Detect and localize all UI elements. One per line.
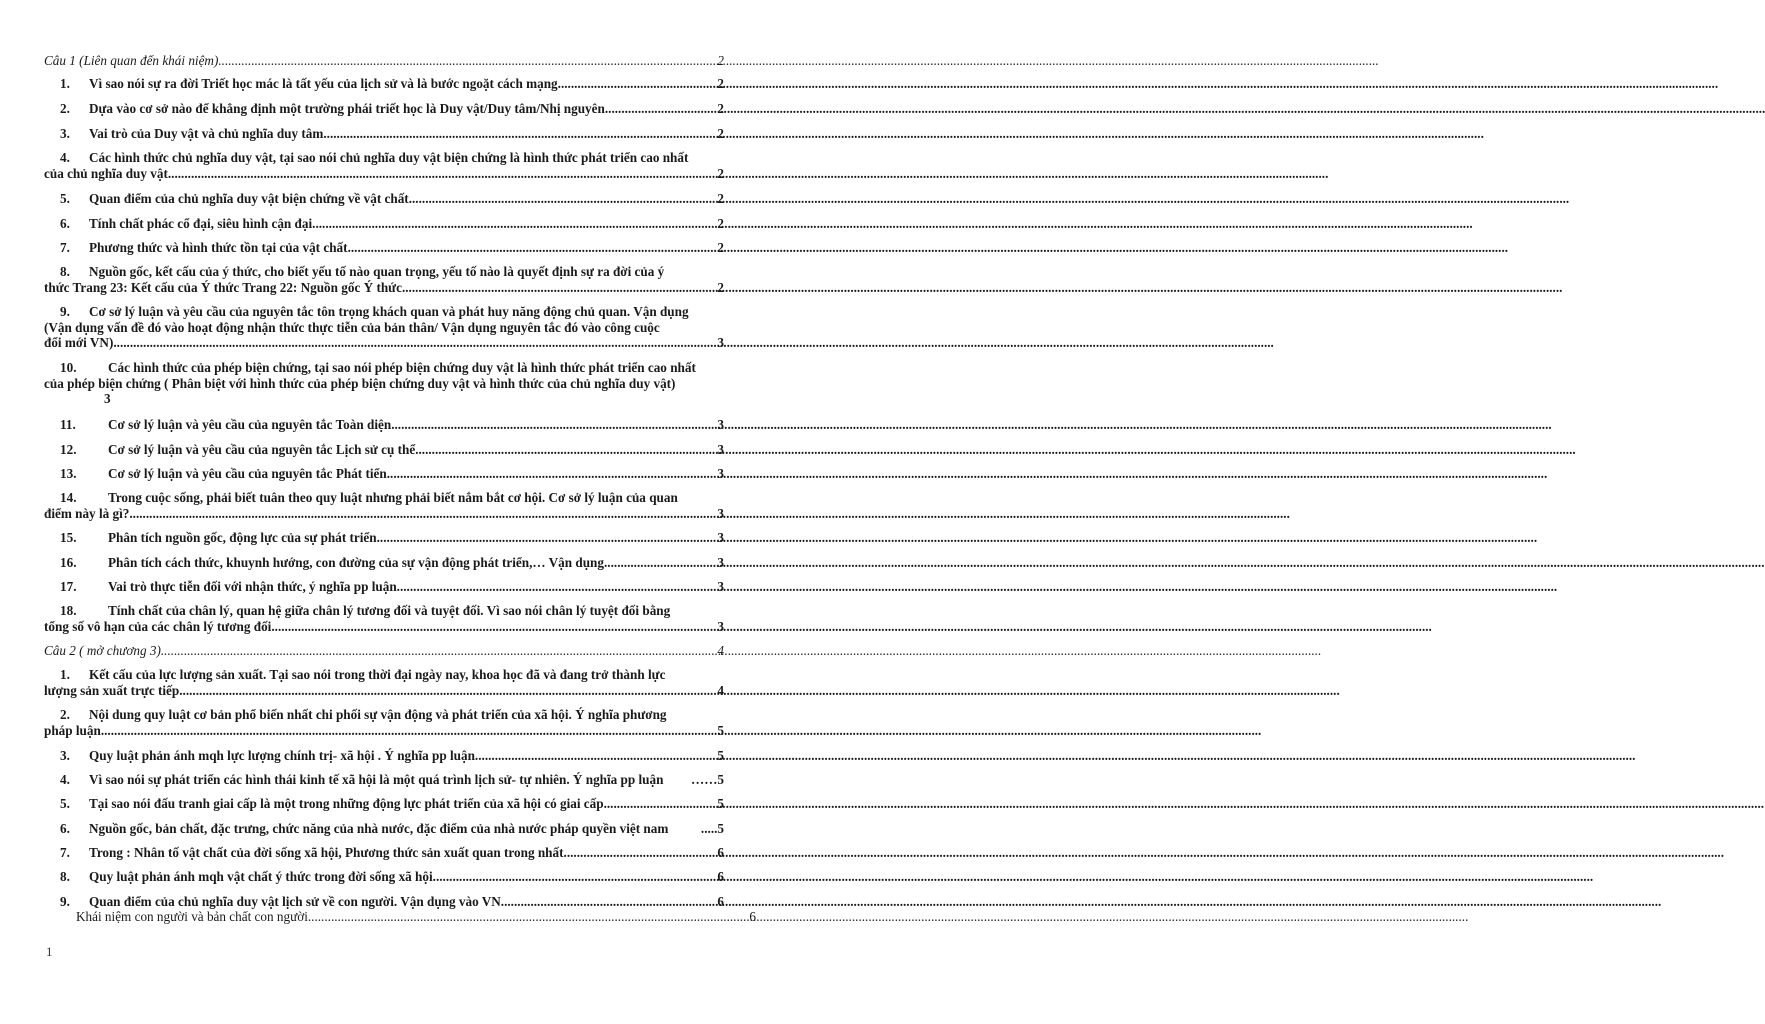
toc-entry-number: 8. xyxy=(60,869,70,884)
toc-entry-text: Các hình thức chủ nghĩa duy vật, tại sao nói chủ nghĩa duy vật biện chứng là hình thức phát triển cao nhất xyxy=(89,150,689,165)
toc-entry-number: 5. xyxy=(60,191,70,206)
toc-entry-line xyxy=(44,264,724,280)
toc-entry-number: 13. xyxy=(60,466,77,481)
toc-leader-dots xyxy=(348,240,718,256)
toc-entry-text: Phương thức và hình thức tồn tại của vật chất xyxy=(89,240,348,255)
toc-entry-i15[interactable] xyxy=(44,530,724,546)
toc-entry-text: Vì sao nói sự ra đời Triết học mác là tất yếu của lịch sử và là bước ngoặt cách mạng xyxy=(89,76,558,91)
toc-entry-j2[interactable] xyxy=(44,707,724,738)
toc-entry-page: 5 xyxy=(717,722,724,738)
toc-leader-dots xyxy=(323,126,717,142)
toc-entry-text: Nguồn gốc, bản chất, đặc trưng, chức năng của nhà nước, đặc điểm của nhà nước pháp quyền việt nam xyxy=(89,821,669,836)
toc-leader-dots xyxy=(387,466,718,482)
toc-entry-page: 2 xyxy=(717,216,724,231)
toc-entry-c2[interactable] xyxy=(44,643,724,659)
toc-entry-page: 2 xyxy=(717,165,724,181)
toc-entry-number: 6. xyxy=(60,821,70,836)
toc-entry-page: 3 xyxy=(717,505,724,521)
toc-entry-text: Cơ sở lý luận và yêu cầu của nguyên tắc Phát tiển xyxy=(108,466,387,481)
toc-leader-dots xyxy=(604,796,718,812)
toc-entry-number: 9. xyxy=(60,304,70,319)
toc-entry-text: Khái niệm con người và bản chất con người xyxy=(76,909,308,924)
toc-entry-text: Quan điểm của chủ nghĩa duy vật lịch sử về con người. Vận dụng vào VN xyxy=(89,894,501,909)
toc-entry-text: Phân tích nguồn gốc, động lực của sự phát triển xyxy=(108,530,377,545)
toc-entry-i3[interactable] xyxy=(44,126,724,142)
toc-entry-text: Cơ sở lý luận và yêu cầu của nguyên tắc Toàn diện xyxy=(108,417,392,432)
toc-entry-number: 4. xyxy=(60,772,70,787)
document-page xyxy=(0,0,768,1024)
toc-entry-page: 6 xyxy=(749,909,756,924)
toc-entry-number: 2. xyxy=(60,707,70,722)
toc-entry-i16[interactable] xyxy=(44,555,724,571)
toc-entry-number: 3. xyxy=(60,126,70,141)
toc-entry-text: của phép biện chứng ( Phân biệt với hình thức của phép biện chứng duy vật và hình thức của chủ nghĩa duy vật) xyxy=(44,375,676,391)
toc-entry-text: Câu 2 ( mở chương 3) xyxy=(44,643,161,658)
toc-entry-number: 11. xyxy=(60,417,76,432)
toc-leader-dots xyxy=(415,442,717,458)
toc-entry-line xyxy=(44,376,724,392)
toc-entry-page: 5 xyxy=(717,748,724,763)
toc-entry-number: 14. xyxy=(60,490,77,505)
toc-entry-text: Vì sao nói sự phát triển các hình thái kinh tế xã hội là một quá trình lịch sử- tự nhiên. Ý nghĩa pp luận xyxy=(89,772,664,787)
toc-leader-dots xyxy=(377,530,718,546)
toc-entry-page: 2 xyxy=(717,191,724,206)
toc-entry-page: 2 xyxy=(717,76,724,91)
toc-leader-dots xyxy=(391,417,717,433)
toc-leader-dots xyxy=(397,579,718,595)
toc-entry-i2[interactable] xyxy=(44,101,724,117)
toc-leader-dots xyxy=(161,643,718,659)
toc-entry-text: Nguồn gốc, kết cấu của ý thức, cho biết yếu tố nào quan trọng, yếu tố nào là quyết định sự ra đời của ý xyxy=(89,264,665,279)
toc-entry-page: 3 xyxy=(104,391,111,407)
toc-entry-page: 5 xyxy=(717,772,724,787)
toc-entry-i14[interactable] xyxy=(44,490,724,521)
toc-entry-text: đổi mới VN) xyxy=(44,335,114,351)
toc-entry-i7[interactable] xyxy=(44,240,724,256)
toc-leader-dots xyxy=(402,280,717,296)
toc-entry-page: 6 xyxy=(717,894,724,909)
toc-entry-number: 2. xyxy=(60,101,70,116)
toc-leader-dots xyxy=(312,216,717,232)
toc-entry-number: 6. xyxy=(60,216,70,231)
toc-entry-i12[interactable] xyxy=(44,442,724,458)
toc-leader-dots xyxy=(605,101,718,117)
toc-entry-number: 15. xyxy=(60,530,77,545)
toc-entry-text: Vai trò của Duy vật và chủ nghĩa duy tâm xyxy=(89,126,324,141)
toc-entry-i13[interactable] xyxy=(44,466,724,482)
toc-entry-text: tổng số vô hạn của các chân lý tương đối xyxy=(44,618,272,634)
toc-entry-i18[interactable] xyxy=(44,603,724,634)
toc-entry-text: Nội dung quy luật cơ bản phổ biến nhất chi phối sự vận động và phát triển của xã hội. Ý nghĩa phương xyxy=(89,707,667,722)
toc-entry-line xyxy=(44,667,724,683)
toc-entry-text: của chủ nghĩa duy vật xyxy=(44,165,168,181)
toc-entry-text: Vai trò thực tiễn đối với nhận thức, ý nghĩa pp luận xyxy=(108,579,397,594)
toc-entry-i8[interactable] xyxy=(44,264,724,295)
toc-entry-line xyxy=(44,320,724,336)
toc-entry-i10[interactable] xyxy=(44,360,724,407)
toc-entry-page: 3 xyxy=(717,618,724,634)
toc-leader-dots xyxy=(564,845,718,861)
toc-entry-i5[interactable] xyxy=(44,191,724,207)
toc-leader-dots xyxy=(101,723,718,739)
toc-leader-dots xyxy=(308,909,750,925)
toc-entry-j9[interactable] xyxy=(44,894,724,910)
toc-entry-page: 2 xyxy=(717,279,724,295)
toc-leader-dots xyxy=(271,619,717,635)
toc-entry-text: Cơ sở lý luận và yêu cầu của nguyên tắc Lịch sử cụ thể xyxy=(108,442,416,457)
toc-entry-number: 7. xyxy=(60,845,70,860)
toc-entry-i4[interactable] xyxy=(44,150,724,181)
toc-entry-j5[interactable] xyxy=(44,796,724,812)
toc-entry-number: 7. xyxy=(60,240,70,255)
toc-entry-number: 16. xyxy=(60,555,77,570)
toc-entry-number: 17. xyxy=(60,579,77,594)
toc-entry-page: 5 xyxy=(717,821,724,836)
toc-leader-dots: …… xyxy=(691,772,718,787)
toc-entry-line xyxy=(44,603,724,619)
toc-entry-number: 9. xyxy=(60,894,70,909)
toc-entry-text: Quy luật phản ánh mqh vật chất ý thức trong đời sống xã hội xyxy=(89,869,433,884)
toc-entry-text: Cơ sở lý luận và yêu cầu của nguyên tắc tôn trọng khách quan và phát huy năng động chủ quan. Vận dụng xyxy=(89,304,689,319)
toc-entry-text: Tính chất của chân lý, quan hệ giữa chân lý tương đối và tuyệt đối. Vì sao nói chân lý tuyệt đối bằng xyxy=(108,603,671,618)
toc-entry-i6[interactable] xyxy=(44,216,724,232)
toc-entry-text: Tại sao nói đấu tranh giai cấp là một trong những động lực phát triển của xã hội có giai cấp xyxy=(89,796,604,811)
toc-entry-j7[interactable] xyxy=(44,845,724,861)
toc-entry-page: 6 xyxy=(717,845,724,860)
toc-entry-number: 8. xyxy=(60,264,70,279)
toc-entry-text: Các hình thức của phép biện chứng, tại sao nói phép biện chứng duy vật là hình thức phát triển cao nhất xyxy=(108,360,696,375)
toc-entry-text: điểm này là gì? xyxy=(44,505,130,521)
toc-entry-c1[interactable] xyxy=(44,53,724,69)
toc-entry-page: 3 xyxy=(717,442,724,457)
toc-entry-page: 3 xyxy=(717,466,724,481)
toc-entry-text: Trong cuộc sống, phải biết tuân theo quy luật nhưng phải biết nắm bắt cơ hội. Cơ sở lý luận của quan xyxy=(108,490,678,505)
toc-entry-text: Câu 1 (Liên quan đến khái niệm) xyxy=(44,53,219,68)
toc-leader-dots xyxy=(604,555,717,571)
toc-entry-number: 18. xyxy=(60,603,77,618)
toc-entry-line xyxy=(44,707,724,723)
toc-entry-j3[interactable] xyxy=(44,748,724,764)
toc-leader-dots xyxy=(113,335,717,351)
toc-entry-number: 5. xyxy=(60,796,70,811)
toc-entry-text: pháp luận xyxy=(44,722,101,738)
toc-leader-dots xyxy=(433,869,718,885)
toc-entry-page: 3 xyxy=(717,417,724,432)
toc-entry-number: 12. xyxy=(60,442,77,457)
toc-entry-line xyxy=(44,150,724,166)
toc-leader-dots xyxy=(218,53,717,69)
toc-entry-page: 3 xyxy=(717,335,724,351)
toc-entry-i9[interactable] xyxy=(44,304,724,351)
toc-entry-page: 3 xyxy=(717,579,724,594)
toc-entry-line xyxy=(44,360,724,376)
toc-entry-page: 2 xyxy=(717,101,724,116)
toc-leader-dots xyxy=(475,748,717,764)
toc-entry-text: Kết cấu của lực lượng sản xuất. Tại sao nói trong thời đại ngày nay, khoa học đã và đang trở thành lực xyxy=(89,667,666,682)
toc-entry-page: 3 xyxy=(717,555,724,570)
toc-entry-page: 5 xyxy=(717,796,724,811)
toc-entry-i17[interactable] xyxy=(44,579,724,595)
toc-leader-dots xyxy=(168,166,718,182)
toc-entry-number: 10. xyxy=(60,360,77,375)
toc-leader-dots xyxy=(409,191,718,207)
toc-entry-j8[interactable] xyxy=(44,869,724,885)
toc-entry-text: lượng sản xuất trực tiếp xyxy=(44,682,180,698)
toc-entry-page: 3 xyxy=(717,530,724,545)
toc-entry-text: Trong : Nhân tố vật chất của đời sống xã hội, Phương thức sản xuất quan trong nhất xyxy=(89,845,564,860)
toc-leader-dots xyxy=(501,894,718,910)
toc-entry-j4[interactable] xyxy=(44,772,724,788)
toc-entry-page: 4 xyxy=(717,682,724,698)
toc-entry-page: 4 xyxy=(717,643,724,658)
toc-entry-number: 1. xyxy=(60,667,70,682)
toc-entry-line xyxy=(44,490,724,506)
toc-entry-page: 6 xyxy=(717,869,724,884)
toc-leader-dots xyxy=(179,683,717,699)
toc-entry-number: 4. xyxy=(60,150,70,165)
toc-leader-dots xyxy=(558,76,718,92)
toc-entry-number: 1. xyxy=(60,76,70,91)
toc-entry-j1[interactable] xyxy=(44,667,724,698)
toc-entry-text: Phân tích cách thức, khuynh hướng, con đường của sự vận động phát triển,… Vận dụng xyxy=(108,555,604,570)
toc-leader-dots xyxy=(129,506,717,522)
toc-entry-i11[interactable] xyxy=(44,417,724,433)
toc-entry-number: 3. xyxy=(60,748,70,763)
toc-entry-page: 2 xyxy=(717,240,724,255)
toc-leader-dots: ..... xyxy=(700,821,718,836)
toc-entry-p1[interactable] xyxy=(44,909,756,925)
toc-entry-text: thức Trang 23: Kết cấu của Ý thức Trang 22: Nguồn gốc Ý thức xyxy=(44,279,402,295)
toc-entry-text: Tính chất phác cổ đại, siêu hình cận đại xyxy=(89,216,313,231)
toc-entry-text: Dựa vào cơ sở nào để khẳng định một trường phái triết học là Duy vật/Duy tâm/Nhị nguyên xyxy=(89,101,605,116)
toc-entry-text: Quan điểm của chủ nghĩa duy vật biện chứng về vật chất xyxy=(89,191,409,206)
toc-entry-text: (Vận dụng vấn đề đó vào hoạt động nhận thức thực tiễn của bản thân/ Vận dụng nguyên tắc đó vào công cuộc xyxy=(44,319,660,335)
toc-entry-line xyxy=(44,304,724,320)
toc-entry-i1[interactable] xyxy=(44,76,724,92)
toc-entry-page: 2 xyxy=(717,53,724,68)
page-number: 1 xyxy=(46,944,53,959)
toc-entry-text: Quy luật phản ánh mqh lực lượng chính trị- xã hội . Ý nghĩa pp luận xyxy=(89,748,475,763)
toc-entry-j6[interactable] xyxy=(44,821,724,837)
toc-entry-page: 2 xyxy=(717,126,724,141)
